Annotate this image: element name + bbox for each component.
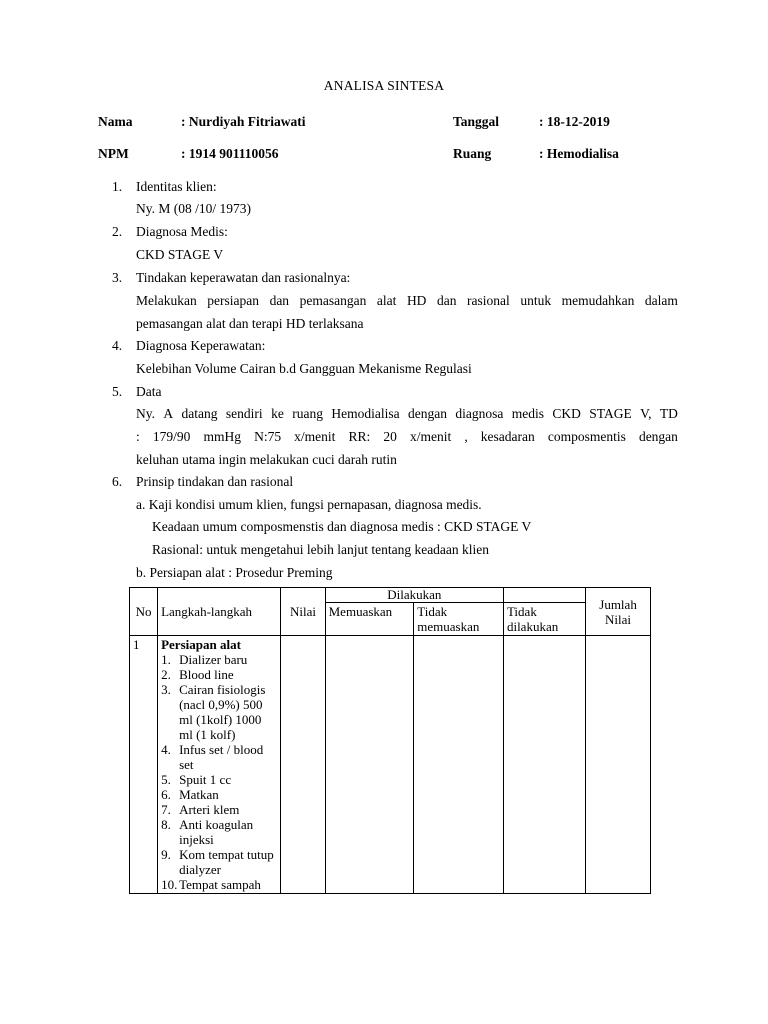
- list-item: [161, 817, 277, 847]
- word: 179/90: [152, 429, 191, 444]
- word: ruang: [292, 406, 323, 421]
- section-label: Diagnosa Medis:: [136, 224, 228, 239]
- cell-memuaskan: [325, 636, 414, 894]
- step-number: 3.: [161, 682, 171, 697]
- prinsip-b: b. Persiapan alat : Prosedur Preming: [136, 565, 333, 580]
- section-label: Data: [136, 384, 162, 399]
- nama-value: : Nurdiyah Fitriawati: [181, 114, 306, 129]
- list-item: [161, 802, 277, 817]
- word: RR:: [348, 429, 371, 444]
- cell-nilai: [281, 636, 325, 894]
- row-no: 1: [130, 636, 158, 894]
- step-number: 9.: [161, 847, 171, 862]
- word: HD: [406, 293, 427, 308]
- header-langkah: Langkah-langkah: [158, 588, 281, 636]
- tindakan-line-2: pemasangan alat dan terapi HD terlaksana: [136, 316, 364, 331]
- step-number: 8.: [161, 817, 171, 832]
- step-number: 7.: [161, 802, 171, 817]
- step-number: 2.: [161, 667, 171, 682]
- word: composmentis: [547, 429, 626, 444]
- list-item: [161, 682, 277, 742]
- section-number: 6.: [112, 474, 123, 489]
- word: x/menit: [294, 429, 336, 444]
- step-text: Arteri klem: [179, 802, 240, 817]
- row-steps: [158, 636, 281, 894]
- procedure-table: [129, 587, 651, 894]
- header-memuaskan: Memuaskan: [325, 603, 414, 636]
- word: dalam: [644, 293, 678, 308]
- word: medis: [511, 406, 544, 421]
- step-text: Tempat sampah: [179, 877, 261, 892]
- word: dan: [269, 293, 290, 308]
- word: dengan: [407, 406, 447, 421]
- word: N:75: [254, 429, 282, 444]
- list-item: [161, 652, 277, 667]
- list-item: [161, 742, 277, 772]
- nama-label: Nama: [98, 114, 133, 129]
- section-number: 5.: [112, 384, 123, 399]
- word: untuk: [520, 293, 552, 308]
- section-label: Identitas klien:: [136, 179, 217, 194]
- header-blank: [503, 588, 585, 603]
- section-number: 1.: [112, 179, 123, 194]
- word: Ny.: [136, 406, 155, 421]
- word: sendiri: [225, 406, 263, 421]
- table-header-row: [130, 588, 651, 603]
- word: Melakukan: [136, 293, 197, 308]
- step-number: 6.: [161, 787, 171, 802]
- page-title: ANALISA SINTESA: [323, 78, 445, 93]
- step-text: Matkan: [179, 787, 219, 802]
- npm-label: NPM: [98, 146, 129, 161]
- step-number: 5.: [161, 772, 171, 787]
- npm-value: : 1914 901110056: [181, 146, 279, 161]
- row-title: Persiapan alat: [161, 637, 241, 652]
- list-item: [161, 772, 277, 787]
- cell-jumlah: [586, 636, 651, 894]
- header-tidak-dilakukan: Tidak dilakukan: [503, 603, 585, 636]
- section-number: 2.: [112, 224, 123, 239]
- step-text: Kom tempat tutup dialyzer: [179, 847, 274, 877]
- word: datang: [181, 406, 218, 421]
- table-row: [130, 636, 651, 894]
- word: dan: [436, 293, 457, 308]
- step-text: Cairan fisiologis (nacl 0,9%) 500 ml (1kolf) 1000 ml (1 kolf): [179, 682, 266, 742]
- prinsip-a-rasional: Rasional: untuk mengetahui lebih lanjut tentang keadaan klien: [152, 542, 490, 557]
- step-text: Spuit 1 cc: [179, 772, 232, 787]
- section-number: 4.: [112, 338, 123, 353]
- section-label: Diagnosa Keperawatan:: [136, 338, 266, 353]
- tindakan-line-1: [136, 293, 678, 309]
- list-item: [161, 667, 277, 682]
- diagnosa-medis-text: CKD STAGE V: [136, 247, 224, 262]
- data-line-1: [136, 406, 678, 422]
- word: Hemodialisa: [331, 406, 400, 421]
- word: :: [136, 429, 140, 444]
- header-jumlah: Jumlah Nilai: [586, 588, 651, 636]
- cell-tidak-memuaskan: [414, 636, 504, 894]
- word: mmHg: [203, 429, 241, 444]
- header-nilai: Nilai: [281, 588, 325, 636]
- identitas-text: Ny. M (08 /10/ 1973): [136, 201, 251, 216]
- data-line-3: keluhan utama ingin melakukan cuci darah rutin: [136, 452, 397, 467]
- word: x/menit: [409, 429, 452, 444]
- word: rasional: [467, 293, 510, 308]
- word: persiapan: [207, 293, 260, 308]
- word: kesadaran: [480, 429, 535, 444]
- word: CKD: [552, 406, 581, 421]
- header-no: No: [130, 588, 158, 636]
- step-text: Dializer baru: [179, 652, 248, 667]
- word: V,: [640, 406, 652, 421]
- tanggal-label: Tanggal: [453, 114, 500, 129]
- word: STAGE: [589, 406, 632, 421]
- word: dengan: [638, 429, 678, 444]
- header-tidak-memuaskan: Tidak memuaskan: [414, 603, 504, 636]
- word: 20: [383, 429, 397, 444]
- step-text: Blood line: [179, 667, 234, 682]
- ruang-value: : Hemodialisa: [539, 146, 619, 161]
- diagnosa-keperawatan-text: Kelebihan Volume Cairan b.d Gangguan Mekanisme Regulasi: [136, 361, 472, 376]
- word: TD: [659, 406, 678, 421]
- header-dilakukan: Dilakukan: [325, 588, 503, 603]
- list-item: [161, 847, 277, 877]
- data-line-2: [136, 429, 678, 445]
- section-label: Prinsip tindakan dan rasional: [136, 474, 294, 489]
- cell-tidak-dilakukan: [503, 636, 585, 894]
- word: A: [163, 406, 174, 421]
- tanggal-value: : 18-12-2019: [539, 114, 610, 129]
- steps-list: [161, 652, 277, 892]
- step-text: Anti koagulan injeksi: [179, 817, 254, 847]
- list-item: [161, 877, 277, 892]
- prinsip-a-keadaan: Keadaan umum composmenstis dan diagnosa medis : CKD STAGE V: [152, 519, 532, 534]
- step-number: 10.: [161, 877, 178, 892]
- prinsip-a: a. Kaji kondisi umum klien, fungsi pernapasan, diagnosa medis.: [136, 497, 482, 512]
- word: ke: [271, 406, 284, 421]
- step-number: 4.: [161, 742, 171, 757]
- word: diagnosa: [455, 406, 504, 421]
- ruang-label: Ruang: [453, 146, 492, 161]
- section-number: 3.: [112, 270, 123, 285]
- list-item: [161, 787, 277, 802]
- word: alat: [376, 293, 397, 308]
- step-text: Infus set / blood set: [179, 742, 264, 772]
- section-label: Tindakan keperawatan dan rasionalnya:: [136, 270, 351, 285]
- word: memudahkan: [561, 293, 635, 308]
- step-number: 1.: [161, 652, 171, 667]
- word: pemasangan: [299, 293, 367, 308]
- word: ,: [464, 429, 468, 444]
